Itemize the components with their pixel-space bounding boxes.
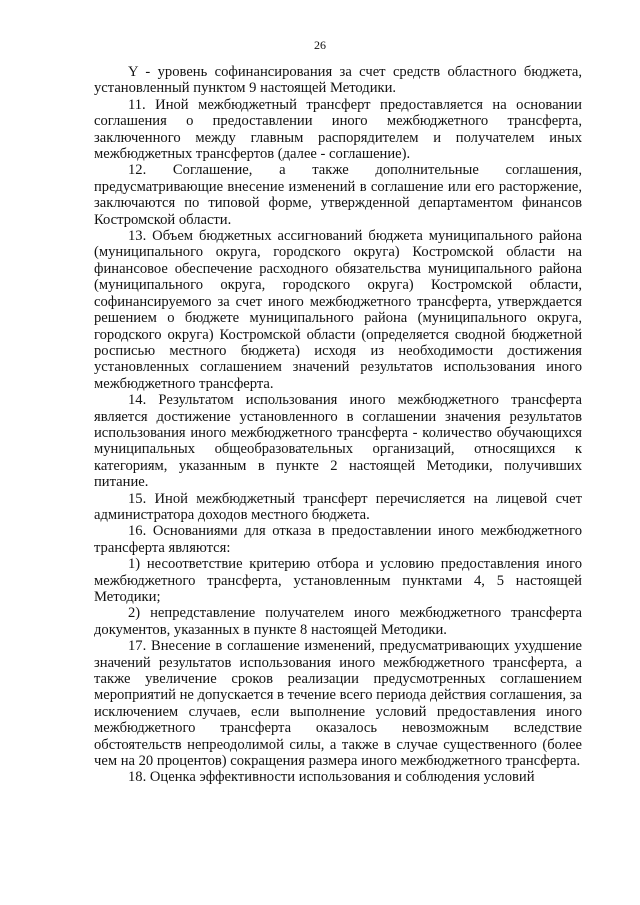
paragraph-cofinancing-level: Y - уровень софинансирования за счет средств областного бюджета, установленный пунктом 9 настоящей Методики. — [94, 64, 582, 97]
document-body — [94, 64, 582, 786]
paragraph-17: 17. Внесение в соглашение изменений, предусматривающих ухудшение значений результатов использования иного межбюджетного трансферта, а также увеличение сроков реализации предусмотренных соглашением мероприятий не допускается в течение всего периода действия соглашения, за исключением случаев, если выполнение условий предоставления иного межбюджетного трансферта оказалось невозможным вследствие обстоятельств непреодолимой силы, а также в случае существенного (более чем на 20 процентов) сокращения размера иного межбюджетного трансферта. — [94, 638, 582, 770]
paragraph-14: 14. Результатом использования иного межбюджетного трансферта является достижение установленного в соглашении значения результатов использования иного межбюджетного трансферта - количество обучающихся муниципальных общеобразовательных организаций, относящихся к категориям, указанным в пункте 2 настоящей Методики, получивших питание. — [94, 392, 582, 491]
paragraph-12: 12. Соглашение, а также дополнительные соглашения, предусматривающие внесение изменений в соглашение или его расторжение, заключаются по типовой форме, утвержденной департаментом финансов Костромской области. — [94, 162, 582, 228]
paragraph-13: 13. Объем бюджетных ассигнований бюджета муниципального района (муниципального округа, городского округа) Костромской области на финансовое обеспечение расходного обязательства муниципального района (муниципального округа, городского округа) Костромской области, софинансируемого за счет иного межбюджетного трансферта, утверждается решением о бюджете муниципального района (муниципального округа, городского округа) Костромской области (определяется сводной бюджетной росписью местного бюджета) исходя из необходимости достижения установленных соглашением значений результатов использования иного межбюджетного трансферта. — [94, 228, 582, 392]
paragraph-16-item-1: 1) несоответствие критерию отбора и условию предоставления иного межбюджетного трансферта, установленным пунктами 4, 5 настоящей Методики; — [94, 556, 582, 605]
paragraph-16-item-2: 2) непредставление получателем иного межбюджетного трансферта документов, указанных в пункте 8 настоящей Методики. — [94, 605, 582, 638]
page-number: 26 — [314, 38, 326, 52]
paragraph-15: 15. Иной межбюджетный трансферт перечисляется на лицевой счет администратора доходов местного бюджета. — [94, 490, 582, 523]
paragraph-11: 11. Иной межбюджетный трансферт предоставляется на основании соглашения о предоставлении иного межбюджетного трансферта, заключенного между главным распорядителем и получателем иных межбюджетных трансфертов (далее - соглашение). — [94, 96, 582, 163]
paragraph-18: 18. Оценка эффективности использования и соблюдения условий — [128, 769, 535, 786]
paragraph-16: 16. Основаниями для отказа в предоставлении иного межбюджетного трансферта являются: — [94, 523, 582, 556]
